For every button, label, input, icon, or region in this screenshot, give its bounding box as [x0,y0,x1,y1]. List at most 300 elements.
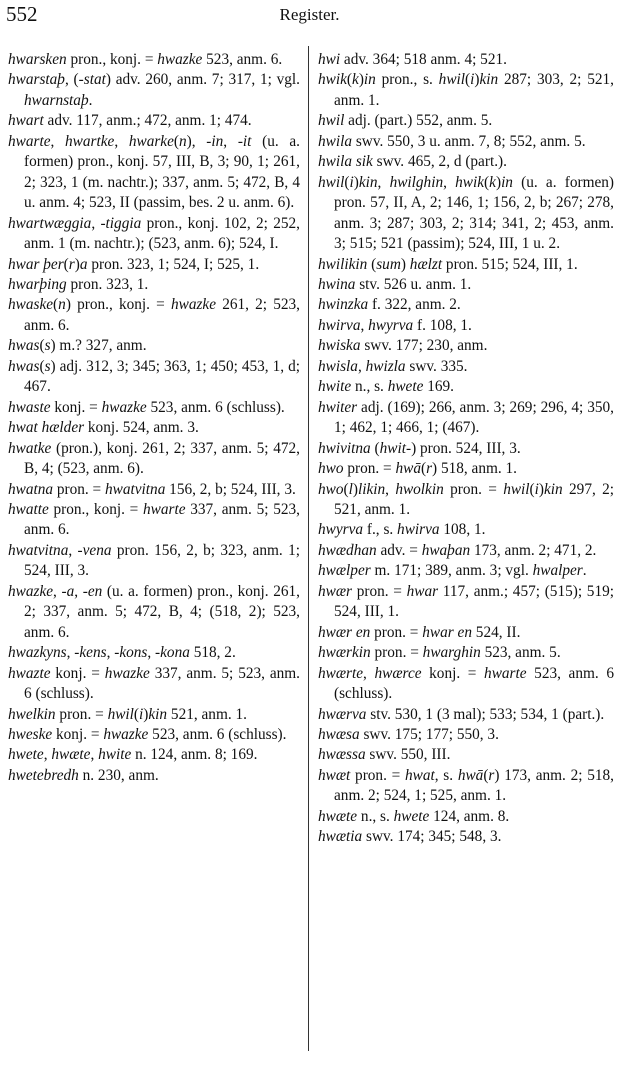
register-entry [318,50,614,70]
headword-italic: hwisla [318,357,358,375]
headword-italic: hwila [318,132,352,150]
register-entry [8,725,300,745]
register-entry [8,480,300,500]
entry-text: stv. 530, 1 (3 mal); 533; 534, 1 (part.). [366,705,605,723]
headword-italic: hwær [318,582,353,600]
entry-text: ) [358,71,364,89]
headword-italic: hwar þer [8,255,64,273]
headword-italic: hwiter [318,398,358,416]
entry-text: , [74,582,83,600]
entry-text: swv. 177; 230, anm. [360,337,488,355]
entry-text: ( [370,439,380,457]
headword-italic: hwæte [51,746,91,764]
entry-text: , [68,541,78,559]
register-entry [8,766,300,786]
register-entry [8,541,300,582]
entry-text: swv. 550, III. [365,746,451,764]
entry-text: . [88,91,93,109]
headword-italic: hwartke [65,132,115,150]
headword-italic: s [44,357,51,375]
entry-text: adv. = [376,541,422,559]
headword-italic: hwær en [318,623,371,641]
entry-text: , [106,644,115,662]
entry-text: swv. 465, 2, d (part.). [372,153,507,171]
headword-italic: hwila sik [318,153,373,171]
headword-italic: i [534,480,539,498]
entry-text: ) pron. 524, III, 3. [411,439,521,457]
entry-text: n. 230, anm. [78,766,159,784]
entry-text: . [582,562,587,580]
entry-text: 518, 2. [189,644,236,662]
right-column [318,50,614,848]
register-entry [318,173,614,255]
headword-italic: -it [237,132,252,150]
entry-text: pron., konj. 102, 2; 252, anm. 1 (m. nachtr.); (523, anm. 6); 524, I. [24,214,300,253]
register-entry [318,357,614,377]
headword-italic: hwarstaþ [8,71,65,89]
headword-italic: -a [61,582,75,600]
headword-italic: sum [376,255,401,273]
register-entry [318,398,614,439]
headword-italic: hwatna [8,480,54,498]
entry-text: ) [74,255,80,273]
headword-italic: hwil [503,480,530,498]
entry-text: , [357,357,366,375]
entry-text: 287; 303, 2; 521, anm. 1. [334,71,614,109]
page-number: 552 [6,2,38,26]
headword-italic: hwina [318,275,356,293]
headword-italic: hwarte [484,664,527,682]
headword-italic: i [349,173,354,191]
entry-text: konj. = [50,398,102,416]
headword-italic: hwazke [104,664,150,682]
entry-text: f. 322, anm. 2. [368,296,461,314]
headword-italic: hwelkin [8,705,56,723]
entry-text: pron. = [343,460,396,478]
headword-italic: hwædhan [318,541,377,559]
headword-italic: hælzt [409,255,443,273]
entry-text: konj. = [421,664,485,682]
entry-text: 523, anm. 6. [202,51,283,68]
headword-italic: hwazke [170,296,217,314]
entry-text: pron. = [443,480,504,498]
headword-italic: hwaste [8,398,51,416]
headword-italic: hwar en [422,623,472,641]
headword-italic: hwilghin [389,173,444,191]
entry-text: n., s. [357,807,394,825]
headword-italic: hwazke [101,398,147,416]
entry-text: f., s. [363,521,398,539]
headword-italic: hwat [405,766,435,784]
entry-text: n., s. [351,378,388,396]
headword-italic: likin [357,480,386,498]
entry-text: ( [367,255,377,273]
headword-italic: r [68,255,75,273]
headword-italic: hwærva [318,705,367,723]
register-entry [8,336,300,356]
entry-text: 521, anm. 1. [167,705,247,723]
entry-text: 297, 2; 521, anm. 1. [334,480,614,518]
headword-italic: hwætia [318,828,363,846]
register-entry [318,623,614,643]
entry-text: ( [173,132,180,150]
register-entry [8,214,300,255]
entry-text: ) [352,480,358,498]
entry-text: 337, anm. 5; 523, anm. 6. [24,500,300,539]
headword-italic: -kens [74,644,107,662]
entry-text: ( [344,173,350,191]
entry-text: pron. = [370,623,423,641]
entry-text: swv. 550, 3 u. anm. 7, 8; 552, anm. 5. [352,132,586,150]
register-entry [318,827,614,847]
headword-italic: n [58,296,66,314]
entry-text: (u. a. formen) pron., konj. 261, 2; 337, anm. 5; 472, B, 4; (518, 2); 523, anm. 6. [24,582,301,641]
headword-italic: hwæte [318,807,358,825]
entry-text: m. 171; 389, anm. 3; vgl. [370,562,533,580]
entry-text: ) 173, anm. 2; 518, anm. 2; 524, 1; 525, anm. 1. [334,766,614,805]
register-entry [318,745,614,765]
entry-text: , [50,132,66,150]
register-entry [8,70,300,111]
entry-text: ) [495,173,502,191]
register-entry [318,541,614,561]
headword-italic: hwite [318,378,352,396]
headword-italic: k [489,173,496,191]
headword-italic: hwolkin [395,480,444,498]
entry-text: (u. a. formen) pron., konj. 57, III, B, 3; 90, 1; 261, 2; 323, 1 (m. nachtr.); 337, anm. 5; 472, B, 4 u. anm. 4; 523, II (passim, bes. 2 u. anm. 6). [24,132,301,212]
entry-text: swv. 175; 177; 550, 3. [359,725,499,743]
headword-italic: hwas [8,337,40,355]
entry-text: adv. 117, anm.; 472, anm. 1; 474. [43,112,252,130]
headword-italic: in [501,173,513,191]
entry-text: 523, anm. 6 (schluss). [148,725,287,743]
headword-italic: r [488,766,495,784]
register-entry [318,295,614,315]
entry-text: , [443,173,456,191]
headword-italic: kin [544,480,563,498]
headword-italic: k [352,71,359,89]
headword-italic: a [79,255,88,273]
entry-text: konj. = [52,725,104,743]
headword-italic: hwatvitna [8,541,69,559]
entry-text: pron. 515; 524, III, 1. [442,255,578,273]
entry-text: 173, anm. 2; 471, 2. [470,541,597,559]
register-entry [8,398,300,418]
headword-italic: hwil [107,705,134,723]
register-entry [318,336,614,356]
entry-text: , [90,746,99,764]
headword-italic: hweske [8,725,53,743]
headword-italic: hwat hælder [8,419,85,437]
entry-text: adv. 364; 518 anm. 4; 521. [340,51,507,68]
headword-italic: i [139,705,144,723]
register-entry [8,582,300,643]
register-entry [318,664,614,705]
entry-text: ) [400,255,410,273]
entry-text: swv. 335. [405,357,468,375]
headword-italic: hwaþan [421,541,471,559]
headword-italic: hwilikin [318,255,368,273]
headword-italic: hwatte [8,500,49,518]
entry-text: (pron.), konj. 261, 2; 337, anm. 5; 472, B, 4; (523, anm. 6). [24,439,300,478]
register-entry [8,705,300,725]
register-entry [318,377,614,397]
entry-text: ( [39,357,45,375]
entry-text: , [53,582,62,600]
register-entry [318,132,614,152]
headword-italic: hwyrva [318,521,364,539]
headword-italic: hwik [455,173,485,191]
headword-italic: hwart [8,112,44,130]
register-entry [8,111,300,131]
headword-italic: -stat [78,71,106,89]
headword-italic: hwærkin [318,644,371,662]
register-entry [318,520,614,540]
entry-text: pron. = [53,480,106,498]
headword-italic: hwatvitna [105,480,166,498]
entry-text: konj. = [50,664,105,682]
column-divider [308,46,309,1051]
entry-text: ) [538,480,545,498]
register-entry [318,766,614,807]
register-entry [318,705,614,725]
entry-text: ( [529,480,535,498]
headword-italic: hwirva [318,316,361,334]
register-entry [8,357,300,398]
entry-text: , [66,644,75,662]
entry-text: 523, anm. 5. [480,644,561,662]
register-entry [8,255,300,275]
entry-text: ( [420,460,427,478]
headword-italic: hwæsa [318,725,360,743]
headword-italic: hwazke [8,582,54,600]
headword-italic: hwo [318,480,344,498]
entry-text: 523, anm. 6 (schluss). [334,664,614,703]
entry-text: stv. 526 u. anm. 1. [355,275,472,293]
headword-italic: hwite [98,746,132,764]
entry-text: , [91,214,101,232]
register-entry [318,643,614,663]
entry-text: pron., s. [375,71,439,89]
entry-text: ) pron., konj. = [65,296,171,314]
entry-text: pron. = [55,705,108,723]
entry-text: (u. a. formen) pron. 57, II, A, 2; 146, 1; 156, 2, b; 267; 278, anm. 3; 287; 303, 2; 314; 341, 2; 453, anm. 3; 515; 521 (passim); 524, III, 1 u. 2. [334,173,615,253]
register-entry [8,500,300,541]
entry-text: adj. (169); 266, anm. 3; 269; 296, 4; 350, 1; 462, 1; 466, 1; (467). [334,398,614,437]
register-entry [8,275,300,295]
entry-text: ( [465,71,471,89]
headword-italic: hwit- [379,439,412,457]
headword-italic: hwazte [8,664,51,682]
entry-text: ( [63,255,69,273]
headword-italic: -in [206,132,224,150]
entry-text: 261, 2; 523, anm. 6. [24,296,300,334]
entry-text: , [147,644,156,662]
headword-italic: hwazke [157,51,203,68]
entry-text: , ( [64,71,79,89]
headword-italic: hwil [438,71,466,89]
entry-text: 169. [423,378,454,396]
register-entry [318,255,614,275]
entry-text: , [360,316,369,334]
entry-text: , s. [434,766,458,784]
entry-text: konj. 524, anm. 3. [84,419,199,437]
register-entry [318,316,614,336]
register-entry [318,725,614,745]
entry-text: pron. = [350,766,405,784]
register-entry [8,745,300,765]
register-entry [318,152,614,172]
entry-text: , [385,480,396,498]
entry-text: 523, anm. 6 (schluss). [146,398,285,416]
headword-italic: hwarte [8,132,51,150]
headword-italic: hwazkyns [8,644,67,662]
headword-italic: hwinzka [318,296,369,314]
headword-italic: hwatke [8,439,52,457]
entry-text: ( [133,705,140,723]
entry-text: ) adv. 260, anm. 7; 317, 1; vgl. [105,71,300,89]
headword-italic: hwete [8,746,44,764]
register-entry [318,459,614,479]
headword-italic: hwas [8,357,40,375]
headword-italic: kin [148,705,168,723]
entry-text: ) [474,71,480,89]
headword-italic: hwar [406,582,439,600]
headword-italic: hwarnstaþ [24,91,89,109]
headword-italic: hwaske [8,296,54,314]
headword-italic: in [363,71,376,89]
register-entry [318,480,614,521]
headword-italic: l [348,480,353,498]
entry-text: pron. = [352,582,407,600]
entry-text: , [377,173,390,191]
headword-italic: hwivitna [318,439,371,457]
headword-italic: s [44,337,51,355]
entry-text: ) 518, anm. 1. [432,460,518,478]
entry-text: pron. 323, 1; 524, I; 525, 1. [87,255,260,273]
headword-italic: hwarke [128,132,174,150]
register-entry [8,295,300,336]
headword-italic: hwizla [365,357,406,375]
headword-italic: hwil [318,112,345,130]
entry-text: 524, II. [471,623,521,641]
entry-text: pron. 323, 1. [66,275,149,293]
entry-text: ( [484,173,490,191]
entry-text: ( [53,296,59,314]
register-entry [318,582,614,623]
entry-text: , [114,132,129,150]
entry-text: pron., konj. = [48,500,144,518]
headword-italic: hwete [387,378,424,396]
entry-text: ( [39,337,45,355]
headword-italic: hwælper [318,562,371,580]
entry-text: ) adj. 312, 3; 345; 363, 1; 450; 453, 1, d; 467. [24,357,300,396]
headword-italic: hwi [318,51,341,68]
headword-italic: hwirva [397,521,440,539]
register-entry [8,439,300,480]
entry-text: pron. = [370,644,423,662]
entry-text: , [223,132,238,150]
headword-italic: hwæt [318,766,351,784]
entry-text: , [363,664,375,682]
headword-italic: hwyrva [368,316,414,334]
left-column [8,50,300,786]
entry-text: adj. (part.) 552, anm. 5. [344,112,493,130]
headword-italic: hwiska [318,337,361,355]
headword-italic: r [426,460,433,478]
register-entry [8,664,300,705]
register-entry [318,807,614,827]
register-entry [318,275,614,295]
headword-italic: n [179,132,187,150]
register-entry [318,561,614,581]
headword-italic: hwā [395,460,421,478]
entry-text: ) m.? 327, anm. [50,337,147,355]
entry-text: f. 108, 1. [413,316,472,334]
headword-italic: -kona [155,644,190,662]
entry-text: ( [343,480,349,498]
headword-italic: hwæssa [318,746,366,764]
entry-text: ) [143,705,149,723]
entry-text: ) [353,173,359,191]
register-entry [318,70,614,111]
headword-italic: hwik [318,71,347,89]
headword-italic: -kons [114,644,148,662]
headword-italic: hwartwæggia [8,214,92,232]
headword-italic: hwærce [374,664,422,682]
headword-italic: kin [358,173,378,191]
headword-italic: hwarte [143,500,186,518]
entry-text: 124, anm. 8. [429,807,510,825]
headword-italic: hwil [318,173,345,191]
entry-text: swv. 174; 345; 548, 3. [362,828,502,846]
entry-text: 337, anm. 5; 523, anm. 6 (schluss). [24,664,300,703]
headword-italic: hwo [318,460,344,478]
headword-italic: kin [479,71,499,89]
headword-italic: -vena [77,541,112,559]
entry-text: ), [186,132,207,150]
register-entry [8,50,300,70]
entry-text: pron., konj. = [66,51,158,68]
entry-text: 108, 1. [439,521,486,539]
headword-italic: -tiggia [100,214,142,232]
entry-text: ( [346,71,353,89]
entry-text: ( [483,766,489,784]
headword-italic: i [470,71,475,89]
register-entry [318,439,614,459]
register-entry [318,111,614,131]
headword-italic: hwarsken [8,51,67,68]
entry-text: , [43,746,52,764]
headword-italic: hwarghin [422,644,481,662]
headword-italic: hwā [457,766,484,784]
page-header [6,2,613,32]
headword-italic: hwærte [318,664,364,682]
headword-italic: hwazke [103,725,149,743]
entry-text: pron. 156, 2, b; 323, anm. 1; 524, III, 3. [24,541,300,580]
headword-italic: hwarþing [8,275,67,293]
register-entry [8,418,300,438]
entry-text: n. 124, anm. 8; 169. [131,746,258,764]
headword-italic: hwetebredh [8,766,79,784]
register-entry [8,132,300,214]
headword-italic: -en [82,582,103,600]
headword-italic: hwete [393,807,430,825]
register-entry [8,643,300,663]
running-title: Register. [279,5,340,24]
headword-italic: hwalper [532,562,583,580]
entry-text: 156, 2, b; 524, III, 3. [165,480,296,498]
